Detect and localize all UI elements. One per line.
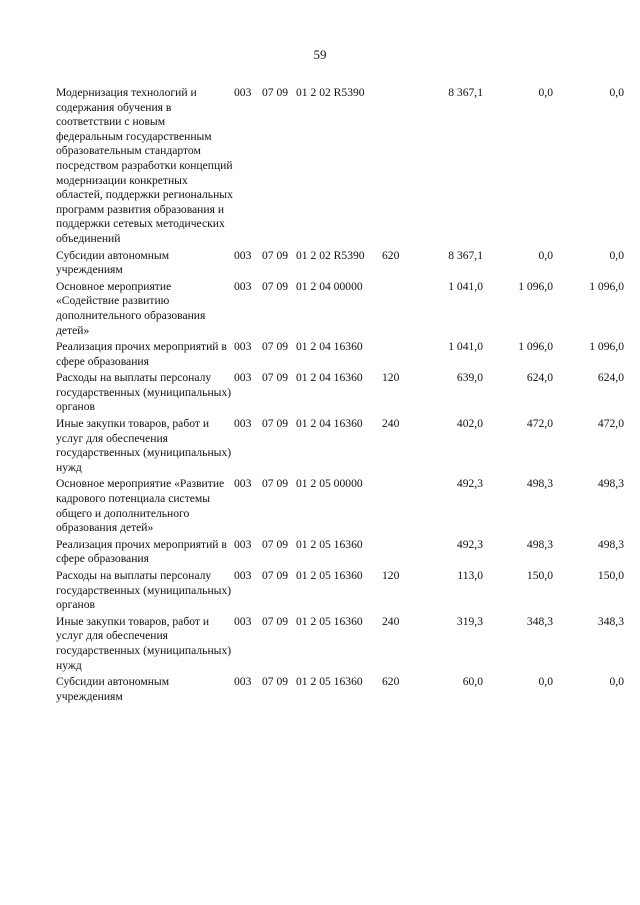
row-value-1-cell: 402,0: [456, 417, 483, 431]
row-code-cell: 003: [234, 537, 252, 551]
row-value-1-cell: 492,3: [456, 477, 483, 491]
row-value-2-cell: 0,0: [538, 86, 553, 99]
row-csr-cell: 01 2 02 R5390: [296, 248, 365, 262]
row-vr-cell: 240: [382, 614, 400, 628]
row-section-cell: 07 09: [262, 675, 289, 689]
row-csr-cell: 01 2 05 16360: [296, 537, 363, 551]
row-value-1-cell: 492,3: [456, 537, 483, 551]
row-csr-cell: 01 2 05 00000: [296, 477, 363, 491]
row-csr-cell: 01 2 05 16360: [296, 614, 363, 628]
row-value-1-cell: 319,3: [456, 614, 483, 628]
row-vr-cell: 620: [382, 675, 400, 689]
row-value-2-cell: 0,0: [538, 675, 553, 689]
row-name-cell: Субсидии автономным учреждениям: [56, 248, 170, 277]
row-section-cell: 07 09: [262, 371, 289, 385]
row-value-1-cell: 8 367,1: [448, 86, 483, 99]
row-section-cell: 07 09: [262, 340, 289, 354]
row-name-cell: Реализация прочих мероприятий в сфере образования: [56, 537, 227, 566]
table-row: [56, 249, 624, 280]
row-value-2-cell: 0,0: [538, 248, 553, 262]
row-value-2-cell: 1 096,0: [518, 279, 553, 293]
budget-table: [56, 86, 624, 706]
page-number: 59: [313, 47, 327, 62]
row-name-cell: Модернизация технологий и содержания обучения в соответствии с новым федеральным государственным образовательным стандартом посредством разработки концепций модернизации конкретных областей, поддержки региональных программ развития образования и поддержки сетевых методических объединений: [56, 86, 233, 245]
row-value-3-cell: 498,3: [597, 477, 624, 491]
row-code-cell: 003: [234, 614, 252, 628]
row-code-cell: 003: [234, 675, 252, 689]
row-code-cell: 003: [234, 477, 252, 491]
row-value-1-cell: 113,0: [457, 569, 483, 582]
row-code-cell: 003: [234, 248, 252, 262]
table-row: [56, 280, 624, 340]
row-code-cell: 003: [234, 279, 252, 293]
row-name-cell: Субсидии автономным учреждениям: [56, 675, 170, 703]
row-name-cell: Реализация прочих мероприятий в сфере образования: [56, 340, 227, 368]
row-csr-cell: 01 2 04 16360: [296, 340, 363, 354]
row-vr-cell: [382, 538, 408, 569]
row-vr-cell: 620: [382, 248, 400, 262]
row-vr-cell: [382, 340, 408, 371]
row-value-3-cell: 1 096,0: [589, 279, 624, 293]
row-name-cell: Иные закупки товаров, работ и услуг для обеспечения государственных (муниципальных) нужд: [56, 614, 232, 672]
row-value-3-cell: 498,3: [597, 537, 624, 551]
row-vr-cell: 240: [382, 417, 400, 431]
row-value-3-cell: 472,0: [597, 417, 624, 431]
row-name-cell: Основное мероприятие «Содействие развитию дополнительного образования детей»: [56, 279, 206, 337]
row-name-cell: Расходы на выплаты персоналу государственных (муниципальных) органов: [56, 569, 232, 612]
row-value-1-cell: 60,0: [462, 675, 483, 689]
row-code-cell: 003: [234, 340, 252, 354]
row-value-3-cell: 0,0: [609, 675, 624, 689]
table-row: [56, 615, 624, 675]
row-value-2-cell: 1 096,0: [518, 340, 553, 354]
row-name-cell: Основное мероприятие «Развитие кадрового потенциала системы общего и дополнительного образования детей»: [56, 477, 225, 535]
table-row: [56, 340, 624, 371]
row-section-cell: 07 09: [262, 417, 289, 431]
row-vr-cell: [382, 477, 408, 537]
row-section-cell: 07 09: [262, 614, 289, 628]
table-row: [56, 371, 624, 417]
row-section-cell: 07 09: [262, 569, 289, 582]
row-value-3-cell: 0,0: [609, 86, 624, 99]
table-row: [56, 477, 624, 537]
table-row: [56, 86, 624, 249]
row-section-cell: 07 09: [262, 86, 289, 99]
row-value-3-cell: 150,0: [597, 569, 624, 582]
table-row: [56, 538, 624, 569]
row-value-3-cell: 624,0: [597, 371, 624, 385]
row-name-cell: Расходы на выплаты персоналу государственных (муниципальных) органов: [56, 371, 232, 414]
row-csr-cell: 01 2 05 16360: [296, 569, 363, 582]
row-value-2-cell: 624,0: [526, 371, 553, 385]
row-value-2-cell: 472,0: [526, 417, 553, 431]
row-csr-cell: 01 2 04 16360: [296, 417, 363, 431]
row-value-2-cell: 348,3: [526, 614, 553, 628]
table-row: [56, 569, 624, 615]
row-code-cell: 003: [234, 417, 252, 431]
budget-table-body: [56, 86, 624, 706]
row-vr-cell: [382, 280, 408, 340]
row-section-cell: 07 09: [262, 279, 289, 293]
row-csr-cell: 01 2 04 16360: [296, 371, 363, 385]
row-value-1-cell: 639,0: [456, 371, 483, 385]
row-vr-cell: [382, 86, 408, 249]
row-value-3-cell: 1 096,0: [589, 340, 624, 354]
row-value-1-cell: 1 041,0: [448, 340, 483, 354]
row-value-3-cell: 0,0: [609, 248, 624, 262]
row-value-1-cell: 8 367,1: [448, 248, 483, 262]
row-csr-cell: 01 2 04 00000: [296, 279, 363, 293]
row-csr-cell: 01 2 02 R5390: [296, 86, 365, 99]
row-value-2-cell: 498,3: [526, 537, 553, 551]
row-value-1-cell: 1 041,0: [448, 279, 483, 293]
row-section-cell: 07 09: [262, 248, 289, 262]
row-code-cell: 003: [234, 86, 252, 99]
row-section-cell: 07 09: [262, 477, 289, 491]
row-vr-cell: 120: [382, 569, 400, 582]
row-value-3-cell: 348,3: [597, 614, 624, 628]
table-row: [56, 675, 624, 706]
table-row: [56, 417, 624, 477]
row-code-cell: 003: [234, 371, 252, 385]
row-value-2-cell: 498,3: [526, 477, 553, 491]
row-code-cell: 003: [234, 569, 252, 582]
row-vr-cell: 120: [382, 371, 400, 385]
row-value-2-cell: 150,0: [526, 569, 553, 582]
row-section-cell: 07 09: [262, 537, 289, 551]
row-csr-cell: 01 2 05 16360: [296, 675, 363, 689]
row-name-cell: Иные закупки товаров, работ и услуг для обеспечения государственных (муниципальных) нужд: [56, 417, 232, 474]
